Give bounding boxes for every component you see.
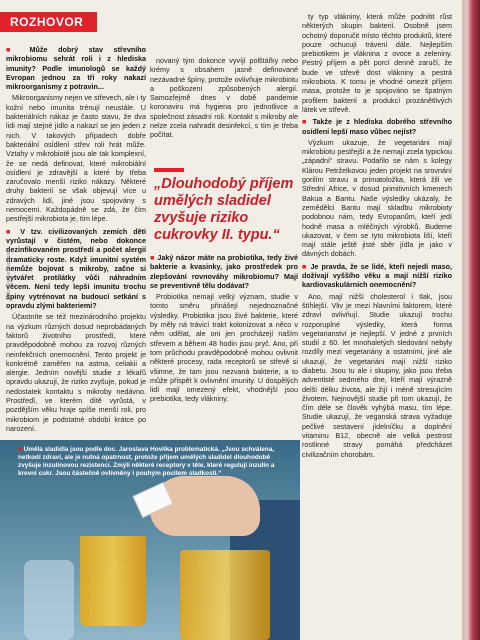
question-3: ■ Jaký názor máte na probiotika, tedy živé bakterie a kvasinky, jako prostředek pro zlepšování rovnováhy mikrobiomu? Mají se preventivně tělu dodávat?: [150, 253, 298, 290]
pullquote-bar: [154, 168, 184, 172]
answer-3: Probiotika nemají velký význam, studie v tomto směru přinášejí nejednoznačné výsledky. Probiotika jsou živé bakterie, které by měly ná trávicí trakt kolonizovat a něco v něm udělat, ale oni jen procházejí naším střevem a během 48 hodin jsou pryč. Ano, při tom průchodu pravděpodobně mohou ovlivnit některé procesy, rada receptorů se střevě si všimne, že tam jsou nezvaná bakterie, a to může přispět k ovlivnění imunity. U dospělých lidí mají omezený efekt, vhodnější jsou prebiotika, tedy vlákniny.: [150, 292, 298, 404]
column-left: [6, 42, 146, 437]
answer-continued: novaný tým dokonce vyvíjí polštářky nebo krémy s obsahem jasně definované nezávadné špíny, protože ovlivňuje mikrobiotu a poškození způsobených alergií. Samozřejmě dnes v době pandemie koronaviru má hygiena pro jednotlivce a společnost zásadní roli. Kontakt s mikroby ale nelze zcela nahradit desinfekcí, s tím je třeba počítat.: [150, 56, 298, 140]
juice-glass: [80, 536, 146, 626]
photo-sweetener: [0, 440, 300, 640]
photo-caption: ■ Umělá sladidla jsou podle doc. Jaroslava Hovlíka problematická. „Jsou schválena, netkodí zdraví, ale je nutná opatrnost, protože příjem umělých sladidel dlouhodobě zvyšuje inzulínovou rezistenci. Zmýlí některé receptory v těle, které regulují inzulín a krevní cukr. Jsou částečně ovlivněny i pouhým pocitem sladkosti.“: [18, 446, 288, 478]
juice-glass-right: [180, 550, 270, 640]
answer-3-continued: ty typ vlákniny, která může podnítit růst některých skupin bakterií. Osobně jsem ochotný doporučit místo těchto produktů, které pouze ochucují trávení dále. Nejlepším prebiotikem je vláknina z ovoce a zeleniny. Pestrý příjem a pět porcí denně zaručí, že bude ve střevě dost vlákniny a pestrá mikrobiota. K tomu je vhodné omezit příjem masa, protože to je spojováno se špatným profilem bakterií a produkcí prozánětlivých látek ve střevě.: [302, 12, 452, 114]
answer-4: Výzkum ukazuje, že vegetariáni mají mikrobiotu pestřejší a že nemají zcela typickou „západní“ stravu. Podařilo se nám s kolegy Klárou Petrželkovou jeden projekt na srovnání gorilím stravu a primatoložka, která žili ve Střední Africe, v dosud primitivních kmenech Bakua a Bantu. Naše výsledky ukázaly, že zemědělci Bantu mají skladbu mikrobioty podobnou nám, tedy Evropanům, kteří jedí hodně masa a mléčných výrobků. Budeme ukazovat, v čem se tyto mikrobiota liší, kteří mají stále ještě jisté sběr jídla je jako v dávných dobách.: [302, 137, 452, 259]
answer-2: Účastníte se též mezinárodního projektu na výzkum různých dosud neprobádaných faktorů životního prostředí, které pravděpodobně mohou za rozvoj různých neinfekčních onemocnění. Tento projekt je konkrétně zaměřen na astma, celiakii a alergie. Jedním novější studie z lékařů opravdu ukazují, že riziko zvyšuje, pokud je nedostatek kontaktu s mikroby nedávno. Prostředí, ve kterém dítě vyrůstá, v pozdějším věku hraje spíše menší roli, pro mikrobiom je podstatné období krátce po narození.: [6, 312, 146, 433]
next-page-edge: [462, 0, 480, 640]
pullquote: „Dlouhodobý příjem umělých sladidel zvyšuje riziko cukrovky II. typu.“: [154, 176, 294, 243]
question-4: ■ Takže je z hlediska dobrého střevního osídlení lepší maso vůbec nejíst?: [302, 117, 452, 136]
question-1: ■ Může dobrý stav střevního mikrobiomu sehrát roli i z hlediska imunity? Podle imunologů se každý Evropan jednou za tři roky nakazí mikroorganismy z potravin...: [6, 45, 146, 91]
photo-credit: Foto: Shutterstock.com: [6, 248, 12, 300]
column-right: [302, 12, 452, 622]
answer-5: Ano, mají nižší cholesterol i tlak, jsou štíhlejší. Vliv je mezi hlavními faktorem, které zdraví ovlivňují. Studie ukazují trochu rozporuplné výsledky, která forma vegetarianství je nejlepší. V jedné z prvních studií z 60. let mnohaletých sledování nebyly rozdíly mezi vegetariány a ostatními, jiné ale ukazují, že vegetariáni mají nižší riziko diabetu. Jsou tu ale i skupiny, jako jsou třeba adventisté sedmého dne, kteří mají výrazně delší délku života, ale žijí i méně stresujícím životem. Nejnovější studie při tom ukazují, že čím déle se člověk vyhýbá masu, tím lépe. Studie ukazují, že veganská strava vyžaduje pečlivé sestavení jídelníčku a doplnění vitaminu B12, obecně ale velká pestrost rostlinné stravy pomáhá předcházet civilizačním chorobám.: [302, 291, 452, 459]
question-2: ■ V tzv. civilizovaných zemích děti vyrůstají v čistém, nebo dokonce dezinfikovaném prostředí a počet alergií dramaticky roste. Když imunitní systém nemůže bojovat s mikroby, začne si vytvářet protilátky vůči náhradním věcem. Není tedy lepší imunitu trochu špiny vytrénovat na budoucí setkání s opravdu zlými bakteriemi?: [6, 227, 146, 311]
section-label: ROZHOVOR: [0, 12, 97, 32]
column-middle-bottom: [150, 250, 298, 416]
jug-shape: [24, 560, 74, 640]
answer-1: Mikroorganismy nejen ve střevech, ale i ty kožní nebo imunita trénují neustále. U bakteriálních nákaz je často stavu, že dva lidi mají stejné jídlo a nakazí se jen jeden z nich. V takových případech dobře bakteriální osídlení střev roli hrát může. Vztahy v mikrobiotě jsou ale tak komplexní, že se nedá definovat, které mikrobiální osídlení je zdravější a které by třeba zaručovalo menší riziko nákazy. Některé druhy bakterií se však objevují více u zdravých lidí, jiné jsou spojovány s nemocemi. Každopádně se zdá, že čím pestřejší mikrobiota je, tím lépe.: [6, 93, 146, 224]
question-5: ■ Je pravda, že se lidé, kteří nejedí maso, dožívají vyššího věku a mají nižší riziko kardiovaskulárních onemocnění?: [302, 262, 452, 290]
